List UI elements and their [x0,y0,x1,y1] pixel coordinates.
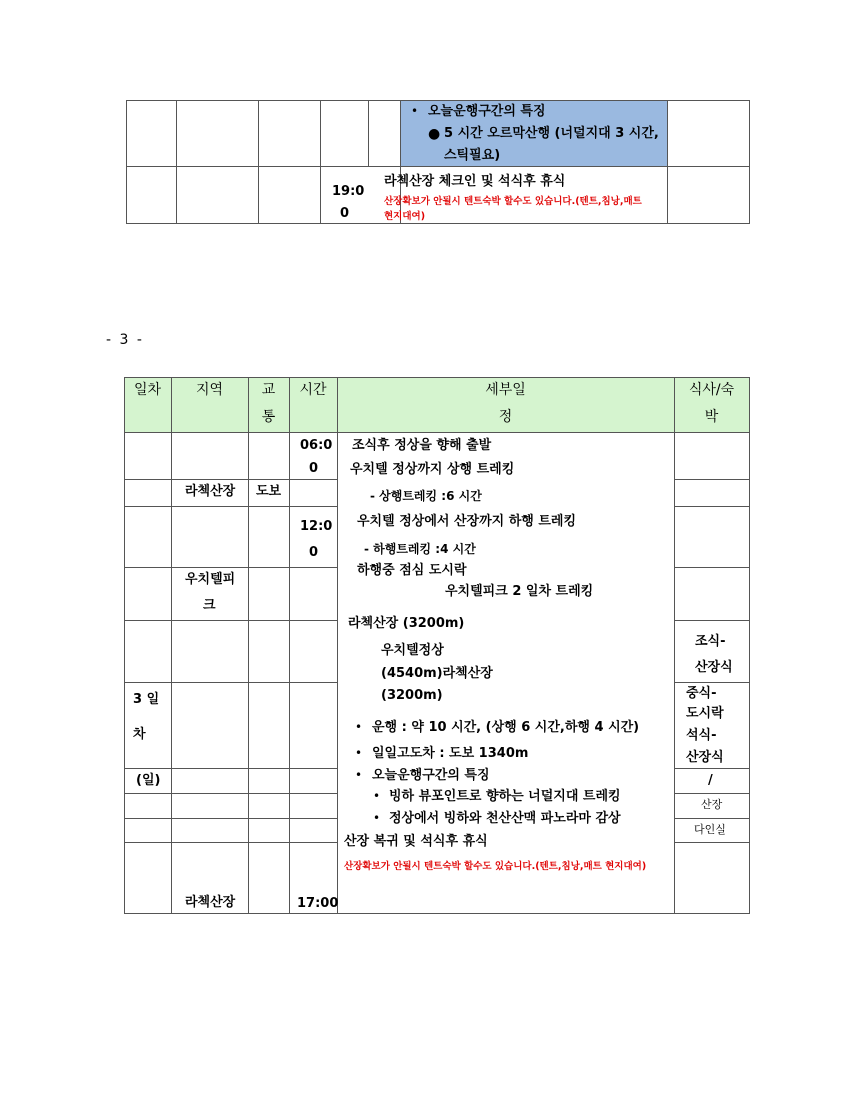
time-cell: 12:0 [300,519,333,534]
schedule-item: 조식후 정상을 향해 출발 [352,438,492,453]
schedule-item: 라첵산장 체크인 및 석식후 휴식 [384,174,566,189]
bullet-dot: • [373,811,381,825]
duration-item: 운행 : 약 10 시간, (상행 6 시간,하행 4 시간) [372,720,640,735]
header-region: 지역 [195,382,224,398]
route-point-cont: (3200m) [381,688,443,703]
bullet-dot: • [355,746,363,760]
header-meal: 식사/숙 [688,382,735,398]
time-cell: 17:00 [297,896,339,911]
header-day: 일차 [133,382,162,398]
feature-item: 빙하 뷰포인트로 향하는 너덜지대 트레킹 [389,789,621,804]
schedule-item: 우치텔 정상까지 상행 트레킹 [350,462,515,477]
feature-heading: 오늘운행구간의 특징 [372,768,490,783]
route-point: 라첵산장 (3200m) [348,616,465,631]
page-number: - 3 - [106,332,144,348]
meal-cell: 조식- [695,634,726,649]
schedule-subitem: - 상행트레킹 :6 시간 [370,489,482,503]
altitude-item: 일일고도차 : 도보 1340m [372,746,529,761]
meal-cell: 산장식 [686,750,724,765]
time-cell: 06:0 [300,438,333,453]
header-time: 시간 [299,382,327,398]
transport-cell: 도보 [256,484,282,499]
bullet-dot: • [373,789,381,803]
lodging-note: 산장확보가 안될시 텐트숙박 할수도 있습니다.(텐트,침낭,매트 [384,196,642,207]
meal-separator: / [708,773,713,788]
schedule-item: 하행중 점심 도시락 [357,563,467,578]
region-cell: 라첵산장 [185,895,236,910]
time-cell-cont: 0 [309,545,319,560]
lodging-note: 산장확보가 안될시 텐트숙박 할수도 있습니다.(텐트,침낭,매트 현지대여) [344,861,647,872]
header-detail-cont: 정 [498,409,513,425]
weekday-cell: (일) [136,773,161,788]
header-meal-cont: 박 [704,409,719,425]
region-cell-cont: 크 [203,598,216,613]
meal-cell: 산장식 [695,660,733,675]
region-cell: 우치텔피 [185,572,236,587]
route-point: (4540m)라첵산장 [381,666,493,681]
route-title: 우치텔피크 2 일차 트레킹 [445,584,594,599]
meal-cell: 도시락 [686,706,724,721]
meal-cell: 석식- [686,728,717,743]
bullet-dot: ● [428,126,441,142]
header-transport-cont: 통 [261,409,276,425]
schedule-subitem: - 하행트레킹 :4 시간 [364,542,476,556]
lodging-cell: 다인실 [694,823,726,836]
feature-heading: 오늘운행구간의 특징 [428,104,546,119]
bullet-dot: • [355,768,363,782]
schedule-item: 산장 복귀 및 석식후 휴식 [344,834,488,849]
bullet-dot: • [411,104,419,118]
header-transport: 교 [261,382,276,398]
time-cell: 19:0 [332,184,365,199]
time-cell-cont: 0 [340,206,350,221]
day-cell-cont: 차 [133,727,146,742]
route-point: 우치텔정상 [381,643,444,658]
header-detail: 세부일 [485,382,526,398]
schedule-item: 우치텔 정상에서 산장까지 하행 트레킹 [357,514,577,529]
feature-item-cont: 스틱필요) [444,148,501,163]
lodging-cell: 산장 [701,798,723,811]
feature-item: 5 시간 오르막산행 (너덜지대 3 시간, [444,126,659,141]
feature-item: 정상에서 빙하와 천산산맥 파노라마 감상 [389,811,621,826]
time-cell-cont: 0 [309,461,319,476]
meal-cell: 중식- [686,686,717,701]
lodging-note-cont: 현지대여) [384,211,426,222]
day-cell: 3 일 [133,692,160,707]
bullet-dot: • [355,720,363,734]
region-cell: 라첵산장 [185,484,236,499]
